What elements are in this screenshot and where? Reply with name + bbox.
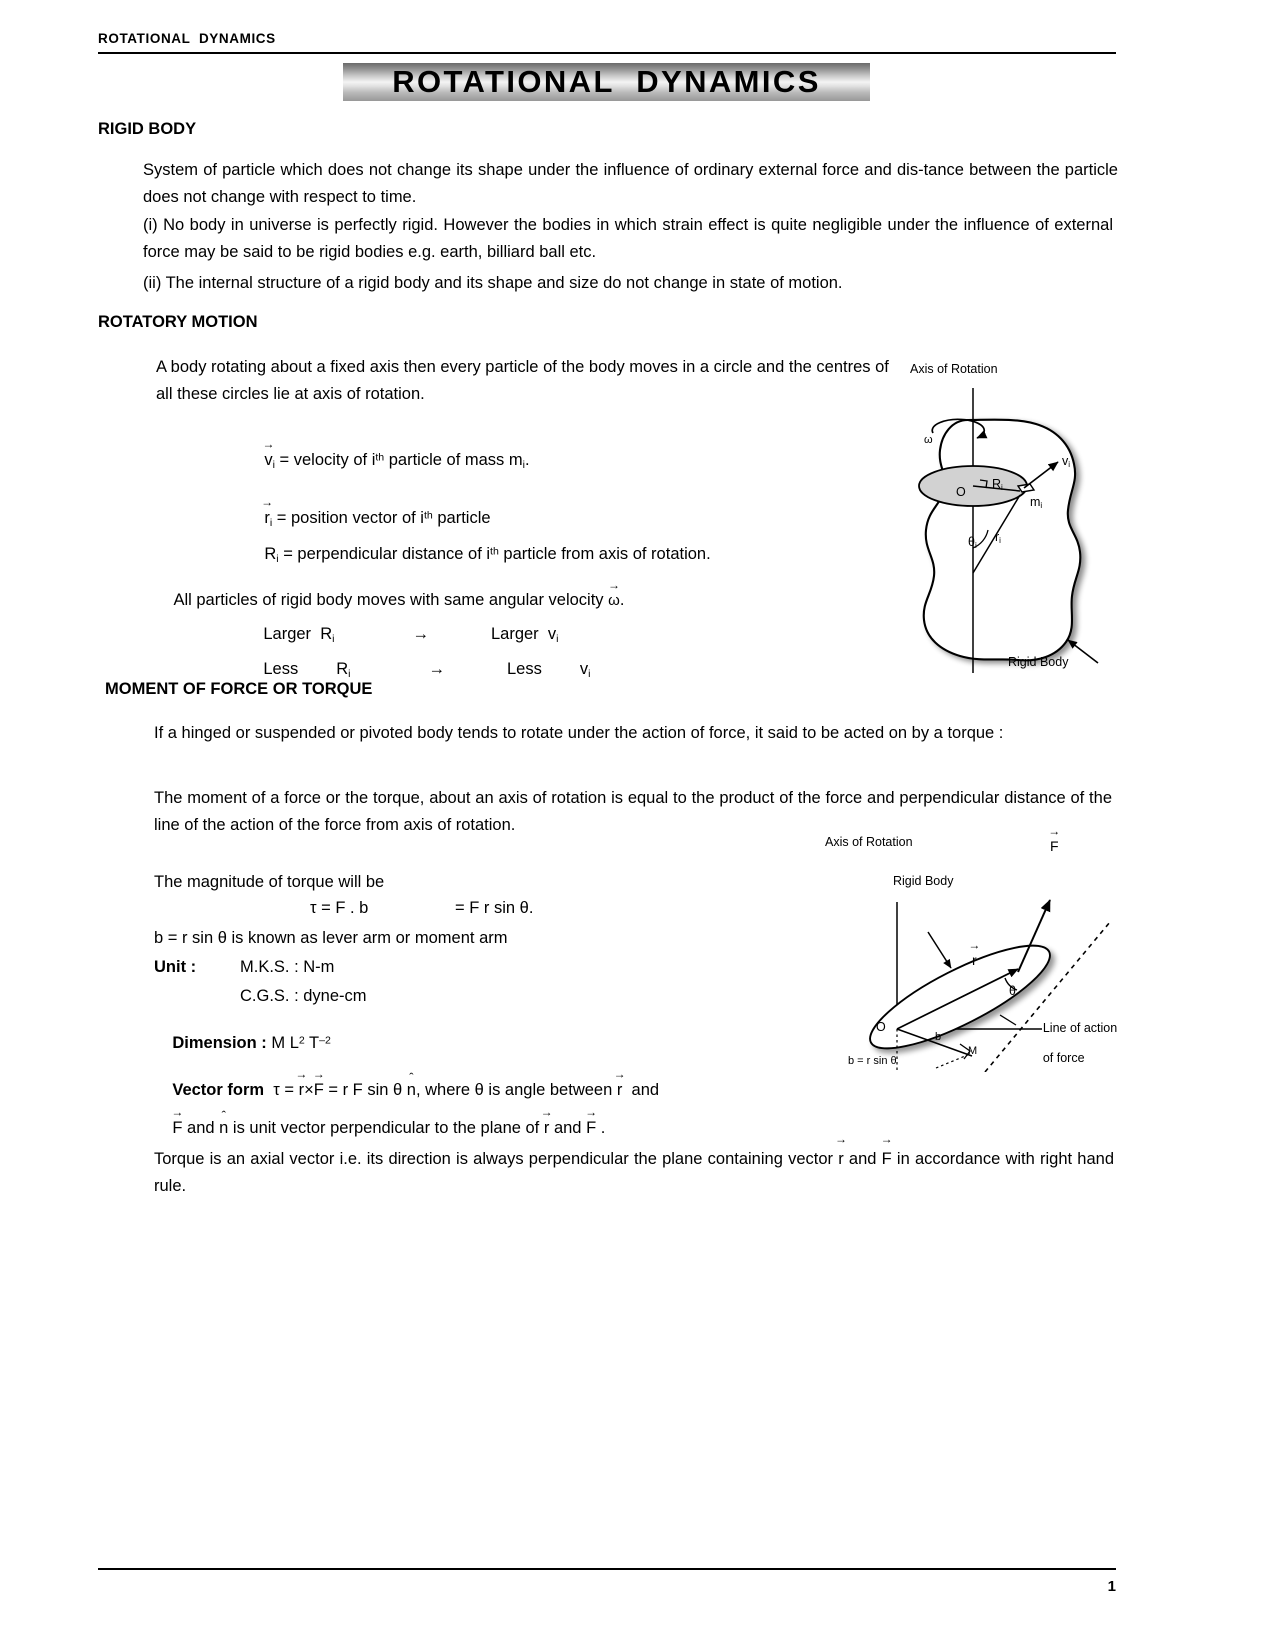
R-symbol: R xyxy=(264,545,277,563)
relation-arrow-icon: → xyxy=(428,660,445,678)
dimension-sup-2: –2 xyxy=(319,1034,331,1047)
rigid-body-diagram-svg xyxy=(880,358,1120,673)
ri-subscript: i xyxy=(999,536,1001,546)
r-subscript: i xyxy=(269,516,273,529)
vector-F-symbol-2: → F xyxy=(586,1119,596,1138)
b-formula-label: b = r sin θ xyxy=(848,1055,897,1067)
header-rule xyxy=(98,52,1116,54)
vf2-t1: and xyxy=(182,1119,220,1137)
relation-right-symbol: v xyxy=(579,660,589,678)
line-of-action-line-1: Line of action xyxy=(1042,1021,1118,1035)
definition-velocity xyxy=(246,432,530,490)
vector-F-symbol: → F xyxy=(314,1081,324,1100)
rotatory-motion-paragraph-1: A body rotating about a fixed axis then every particle of the body moves in a circle and the centres of all these circles lie at axis of rotation. xyxy=(156,358,889,403)
closing-t1: Torque is an axial vector i.e. its direction is always perpendicular the plane containing vector xyxy=(154,1150,839,1168)
ri-symbol: r xyxy=(995,530,1000,544)
cross-product-icon: × xyxy=(304,1081,314,1099)
dimension-value-1: M L xyxy=(271,1034,299,1052)
vector-r-symbol: → r xyxy=(299,1081,305,1100)
v-text-3: . xyxy=(524,451,530,469)
Ri-label xyxy=(992,477,1003,492)
rigid-body-paragraph-1: System of particle which does not change its shape under the influence of ordinary external force and dis-tance between the particle does not change with respect to time. xyxy=(143,161,1118,206)
v-text-2: particle of mass m xyxy=(384,451,523,469)
relation-left-symbol: R xyxy=(336,660,349,678)
dimension-label: Dimension : xyxy=(172,1034,267,1052)
closing-t2: and xyxy=(843,1150,882,1168)
r-vector-label xyxy=(972,952,977,968)
R-text-1: = perpendicular distance of i xyxy=(278,545,491,563)
figure-rigid-body-rotation xyxy=(880,358,1120,673)
ri-label xyxy=(995,530,1001,545)
rigid-body-figure-label: Rigid Body xyxy=(1008,655,1069,669)
relation-left-word: Larger xyxy=(263,625,312,643)
v-subscript: i xyxy=(272,458,275,471)
page-title: ROTATIONAL DYNAMICS xyxy=(392,64,821,99)
relation-left-word: Less xyxy=(263,660,299,678)
v-subscript-2: i xyxy=(522,458,525,471)
relation-right-symbol: v xyxy=(547,625,557,643)
relation-right-sub: i xyxy=(556,632,559,645)
vector-v-symbol: → v xyxy=(264,451,272,470)
vf2-t4: . xyxy=(596,1119,606,1137)
origin-label: O xyxy=(956,485,966,499)
vf-and: and xyxy=(622,1081,660,1099)
unit-vector-n-symbol: ˆ n xyxy=(219,1119,228,1138)
rigid-body-blob xyxy=(924,420,1081,661)
vf-tail: , where θ is angle between xyxy=(415,1081,617,1099)
footer-rule xyxy=(98,1568,1116,1570)
vector-F-symbol: → F xyxy=(882,1146,892,1173)
rigid-body-paragraph-3: (ii) The internal structure of a rigid body and its shape and size do not change in state of motion. xyxy=(143,274,843,292)
heading-rigid-body: RIGID BODY xyxy=(98,120,197,138)
figure-torque xyxy=(820,832,1120,1072)
running-head: ROTATIONAL DYNAMICS xyxy=(98,31,276,46)
F-symbol: → F xyxy=(1050,838,1059,854)
mi-label xyxy=(1030,495,1042,510)
Ri-symbol: R xyxy=(992,477,1002,491)
v-sup: th xyxy=(375,451,385,464)
r-symbol: → r xyxy=(972,952,977,968)
angular-note-text: All particles of rigid body moves with same angular velocity xyxy=(173,591,609,609)
relation-left-symbol: R xyxy=(320,625,333,643)
unit-mks-value: M.K.S. : N-m xyxy=(240,958,335,976)
b-label: b xyxy=(935,1031,942,1043)
vi-label xyxy=(1062,454,1070,469)
dimension-value-2: T xyxy=(304,1034,320,1052)
unit-label: Unit : xyxy=(154,958,197,976)
torque-closing-paragraph xyxy=(154,1146,1114,1200)
rigid-body-figure-label: Rigid Body xyxy=(893,874,954,888)
line-of-action-label xyxy=(1022,1006,1117,1081)
mi-symbol: m xyxy=(1030,495,1041,509)
vector-omega-symbol: → ω xyxy=(608,592,620,609)
lever-arm-text: b = r sin θ is known as lever arm or moment arm xyxy=(154,929,508,947)
unit-cgs-value: C.G.S. : dyne-cm xyxy=(240,987,367,1005)
theta-symbol: θ xyxy=(968,535,975,549)
heading-moment-of-force: MOMENT OF FORCE OR TORQUE xyxy=(105,680,373,698)
vi-subscript: i xyxy=(1068,460,1071,470)
torque-paragraph-3: The magnitude of torque will be xyxy=(154,873,385,891)
vf-eq-2: = r F sin θ xyxy=(323,1081,407,1099)
rigid-body-leader-arrow xyxy=(928,932,951,968)
theta-label: θ xyxy=(1009,984,1016,998)
r-text-2: particle xyxy=(432,509,491,527)
vector-r-symbol: → r xyxy=(264,509,270,528)
v-text-1: = velocity of i xyxy=(274,451,376,469)
torque-paragraph-1: If a hinged or suspended or pivoted body tends to rotate under the action of force, it said to be acted on by a torque : xyxy=(154,724,1004,742)
R-text-2: particle from axis of rotation. xyxy=(498,545,711,563)
torque-equation-left: τ = F . b xyxy=(310,899,369,917)
vector-r-symbol: → r xyxy=(838,1146,844,1173)
relation-right-word: Larger xyxy=(490,625,539,643)
omega-label: ω xyxy=(924,434,933,446)
relation-right-word: Less xyxy=(506,660,542,678)
vi-symbol: v xyxy=(1062,454,1069,468)
vector-F-symbol: → F xyxy=(172,1119,182,1138)
theta-i-label xyxy=(968,535,977,550)
M-label: M xyxy=(968,1045,978,1057)
vf2-t2: is unit vector perpendicular to the plane of xyxy=(228,1119,544,1137)
title-banner xyxy=(343,63,870,101)
page-number: 1 xyxy=(1107,1578,1116,1595)
r-text-1: = position vector of i xyxy=(272,509,424,527)
tau-symbol: τ xyxy=(273,1081,280,1099)
mi-subscript: i xyxy=(1040,501,1043,511)
axis-of-rotation-label: Axis of Rotation xyxy=(910,362,998,376)
relation-left-sub: i xyxy=(332,632,335,645)
axis-of-rotation-label: Axis of Rotation xyxy=(825,835,913,849)
torque-paragraph-2: The moment of a force or the torque, about an axis of rotation is equal to the product of the force and perpendicular distance of the line of the action of the force from axis of rotation. xyxy=(154,789,1112,834)
vector-form-label: Vector form xyxy=(172,1081,265,1099)
line-of-action-leader xyxy=(1000,1015,1016,1025)
rigid-body-leader-arrow xyxy=(1068,640,1098,663)
relation-left-sub: i xyxy=(348,667,351,680)
vf2-t3: and xyxy=(549,1119,587,1137)
R-sup: th xyxy=(490,545,499,558)
dimension-sup-1: 2 xyxy=(298,1034,305,1047)
relation-arrow-icon: → xyxy=(412,625,429,643)
line-of-action-line-2: of force xyxy=(1042,1051,1085,1065)
angular-note-period: . xyxy=(619,591,625,609)
theta-subscript: i xyxy=(974,541,977,551)
vector-r-symbol: → r xyxy=(544,1119,550,1138)
rigid-body-paragraph-2: (i) No body in universe is perfectly rigid. However the bodies in which strain effect is quite negligible under the influence of external force may be said to be rigid bodies e.g. earth, billiard ball etc. xyxy=(143,216,1113,261)
heading-rotatory-motion: ROTATORY MOTION xyxy=(98,313,258,331)
closing-t3: in accordance with right hand rule. xyxy=(154,1150,1114,1195)
vector-r-symbol-2: → r xyxy=(617,1081,623,1100)
vf-eq-1: = xyxy=(279,1081,299,1099)
F-vector-label xyxy=(1050,838,1059,854)
particle-mass-marker xyxy=(1018,484,1034,492)
R-subscript: i xyxy=(276,552,279,565)
unit-vector-n-symbol: ˆ n xyxy=(407,1081,416,1100)
relation-right-sub: i xyxy=(588,667,591,680)
b-formula-leader xyxy=(936,1054,970,1068)
torque-equation-right: = F r sin θ. xyxy=(455,899,534,917)
origin-label: O xyxy=(876,1020,886,1034)
Ri-subscript: i xyxy=(1001,483,1003,493)
r-sup: th xyxy=(423,509,433,522)
